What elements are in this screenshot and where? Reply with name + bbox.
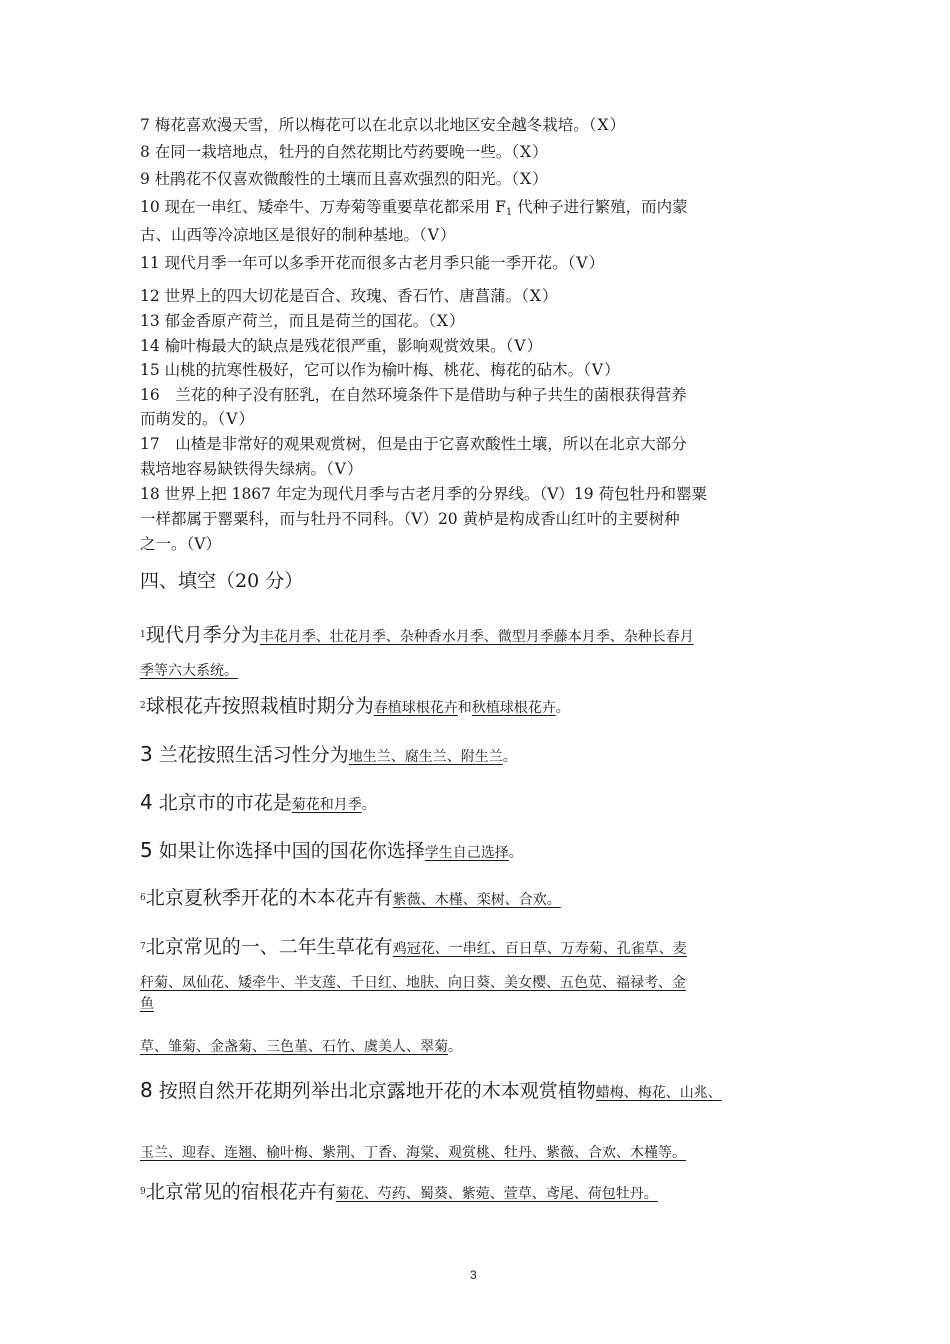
tf-item: 10 现在一串红、矮牵牛、万寿菊等重要草花都采用 $F_1$ 代种子进行繁殖，而内蒙 [140,198,688,218]
tf-item: 15 山桃的抗寒性极好，它可以作为榆叶梅、桃花、梅花的砧木。（V） [140,361,621,379]
fill-item-4: 4 北京市的市花是菊花和月季。 [140,790,376,814]
fill-item-8-cont: 玉兰、迎春、连翘、榆叶梅、紫荆、丁香、海棠、观赏桃、牡丹、紫薇、合欢、木槿等。 [140,1145,686,1161]
fill-item-7-cont: 秆菊、凤仙花、矮牵牛、半支莲、千日红、地肤、向日葵、美女樱、五色苋、福禄考、金 [140,975,686,991]
tf-item: 16 兰花的种子没有胚乳，在自然环境条件下是借助与种子共生的菌根获得营养 [140,386,687,404]
fill-item-7-cont: 鱼 [140,996,154,1012]
tf-item-cont: 一样都属于罂粟科，而与牡丹不同科。（V）20 黄栌是构成香山红叶的主要树种 [140,510,680,528]
fill-item-6: $^6$北京夏秋季开花的木本花卉有紫薇、木槿、栾树、合欢。 [140,887,561,909]
tf-item-cont: 之一。（V） [140,535,221,553]
tf-item: 17 山楂是非常好的观果观赏树，但是由于它喜欢酸性土壤，所以在北京大部分 [140,435,687,453]
fill-item-7: $^7$北京常见的一、二年生草花有鸡冠花、一串红、百日草、万寿菊、孔雀草、麦 [140,936,687,958]
tf-item: 8 在同一栽培地点，牡丹的自然花期比芍药要晚一些。（X） [140,143,549,161]
fill-item-8: 8 按照自然开花期列举出北京露地开花的木本观赏植物蜡梅、梅花、山兆、 [140,1078,722,1102]
fill-item-3: 3 兰花按照生活习性分为地生兰、腐生兰、附生兰。 [140,742,517,766]
tf-item-cont: 而萌发的。（V） [140,410,255,428]
fill-item-1: $^1$现代月季分为丰花月季、壮花月季、杂种香水月季、微型月季藤本月季、杂种长春月 [140,624,694,646]
tf-item: 18 世界上把 1867 年定为现代月季与古老月季的分界线。（V）19 荷包牡丹和罂粟 [140,485,708,503]
tf-item: 13 郁金香原产荷兰，而且是荷兰的国花。（X） [140,312,466,330]
tf-item: 12 世界上的四大切花是百合、玫瑰、香石竹、唐菖蒲。（X） [140,287,559,305]
section-title-fill-in: 四、填空（20 分） [140,570,304,592]
tf-item: 7 梅花喜欢漫天雪，所以梅花可以在北京以北地区安全越冬栽培。（X） [140,116,627,134]
fill-item-2: $^2$球根花卉按照栽植时期分为春植球根花卉和秋植球根花卉。 [140,695,570,717]
fill-item-7-cont: 草、雏菊、金盏菊、三色堇、石竹、虞美人、翠菊。 [140,1039,462,1055]
fill-item-9: $^9$北京常见的宿根花卉有菊花、芍药、蜀葵、紫菀、萱草、鸢尾、荷包牡丹。 [140,1181,658,1203]
page-number: 3 [470,1268,477,1282]
fill-item-5: 5 如果让你选择中国的国花你选择学生自己选择。 [140,838,523,862]
tf-item-cont: 古、山西等冷凉地区是很好的制种基地。（V） [140,226,457,244]
tf-item: 14 榆叶梅最大的缺点是残花很严重，影响观赏效果。（V） [140,337,544,355]
fill-item-1-cont: 季等六大系统。 [140,663,238,679]
tf-item: 11 现代月季一年可以多季开花而很多古老月季只能一季开花。（V） [140,254,606,272]
tf-item: 9 杜鹃花不仅喜欢微酸性的土壤而且喜欢强烈的阳光。（X） [140,170,549,188]
tf-item-cont: 栽培地容易缺铁得失绿病。（V） [140,460,364,478]
